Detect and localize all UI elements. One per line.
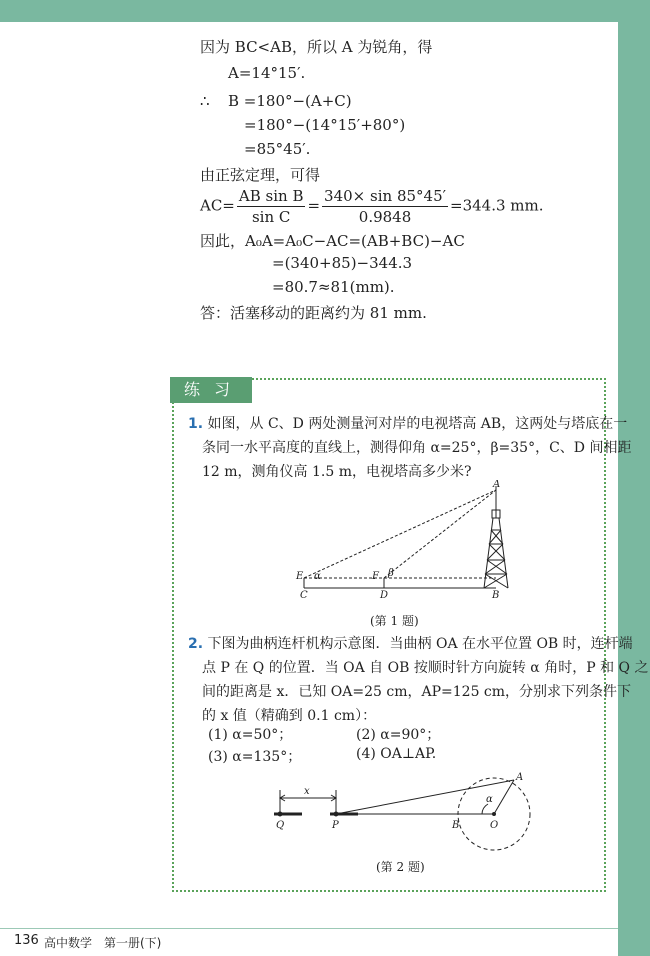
sol-line-8: 因此，A₀A=A₀C−AC=(AB+BC)−AC xyxy=(200,232,465,250)
exercise-2-line-3: 间的距离是 x．已知 OA=25 cm，AP=125 cm，分别求下列条件下 xyxy=(202,684,632,700)
fig2-label-x: x xyxy=(304,786,310,797)
figure-2-caption: (第 2 题) xyxy=(376,860,425,874)
right-color-bar xyxy=(618,0,650,956)
exercise-2-line-4: 的 x 值（精确到 0.1 cm）： xyxy=(202,708,377,724)
exercise-1-number: 1. xyxy=(188,416,204,432)
ac-lhs: AC= xyxy=(200,196,235,215)
fig2-label-p: P xyxy=(332,820,339,831)
condition-1: (1) α=50°； xyxy=(208,727,293,743)
ac-rhs: =344.3 mm. xyxy=(450,196,544,215)
page-number: 136 xyxy=(14,933,39,948)
fraction-2-num: 340× sin 85°45′ xyxy=(324,187,447,205)
sol-line-6: 由正弦定理，可得 xyxy=(200,166,321,184)
exercise-1-line-2: 条同一水平高度的直线上，测得仰角 α=25°，β=35°，C、D 间相距 xyxy=(202,440,632,456)
exercise-2-line-1 xyxy=(188,632,633,656)
sol-line-5: =85°45′. xyxy=(244,140,311,158)
label-d: D xyxy=(380,590,389,600)
figure-1-caption: (第 1 题) xyxy=(370,614,419,628)
sol-line-10: =80.7≈81(mm). xyxy=(272,278,395,296)
figure-1-tv-tower xyxy=(290,480,520,600)
sol-line-3: B =180°−(A+C) xyxy=(228,92,352,110)
fraction-1-den: sin C xyxy=(251,208,291,226)
sol-line-7: AC= $\frac{\text{AB sin B}}{\text{sin C}}$ = $\frac{340\times \sin 85^\circ 45'}{0.9848}$ =344.3 mm. xyxy=(200,187,544,226)
tower-icon xyxy=(484,486,508,588)
top-color-bar xyxy=(0,0,650,22)
practice-badge: 练习 xyxy=(170,377,252,403)
exercise-1-line-3: 12 m，测角仪高 1.5 m，电视塔高多少米? xyxy=(202,464,472,480)
label-b: B xyxy=(492,590,500,600)
label-e: E xyxy=(296,571,304,582)
sol-line-9: =(340+85)−344.3 xyxy=(272,254,413,272)
fraction-2-den: 0.9848 xyxy=(358,208,412,226)
label-c: C xyxy=(300,590,308,600)
condition-2: (2) α=90°； xyxy=(356,727,441,743)
sol-line-11: 答：活塞移动的距离约为 81 mm. xyxy=(200,304,427,322)
exercise-1-line-1 xyxy=(188,412,627,436)
fraction-1-num: AB sin B xyxy=(238,187,304,205)
fig2-label-alpha: α xyxy=(486,794,493,805)
footer-line xyxy=(0,928,618,929)
exercise-1-text-1: 如图，从 C、D 两处测量河对岸的电视塔高 AB，这两处与塔底在一 xyxy=(207,416,628,432)
point-p-dot xyxy=(334,812,339,817)
crank-oa xyxy=(494,780,514,814)
sol-line-2: A=14°15′. xyxy=(228,64,306,82)
label-beta: β xyxy=(388,568,394,579)
exercise-2-text-1: 下图为曲柄连杆机构示意图．当曲柄 OA 在水平位置 OB 时，连杆端 xyxy=(207,636,633,652)
fig2-label-o: O xyxy=(490,820,499,831)
condition-4: (4) OA⊥AP. xyxy=(356,746,437,762)
condition-3: (3) α=135°； xyxy=(208,749,302,765)
point-o-dot xyxy=(492,812,496,816)
label-a: A xyxy=(493,480,501,490)
fig2-label-a: A xyxy=(516,772,524,783)
label-alpha: α xyxy=(314,571,321,582)
sol-line-1: 因为 BC<AB，所以 A 为锐角，得 xyxy=(200,38,433,56)
fraction-1 xyxy=(237,186,306,227)
exercise-2-number: 2. xyxy=(188,636,204,652)
fig2-label-b: B xyxy=(452,820,460,831)
point-q-dot xyxy=(278,812,283,817)
angle-alpha-arc xyxy=(482,804,488,814)
label-f: F xyxy=(372,571,379,582)
book-title: 高中数学 第一册(下) xyxy=(44,936,162,950)
sol-line-4: =180°−(14°15′+80°) xyxy=(244,116,406,134)
exercise-2-line-2: 点 P 在 Q 的位置．当 OA 自 OB 按顺时针方向旋转 α 角时，P 和 Q 之 xyxy=(202,660,649,676)
therefore-symbol: ∴ xyxy=(200,92,210,110)
fraction-2 xyxy=(322,186,448,227)
fig2-label-q: Q xyxy=(276,820,285,831)
